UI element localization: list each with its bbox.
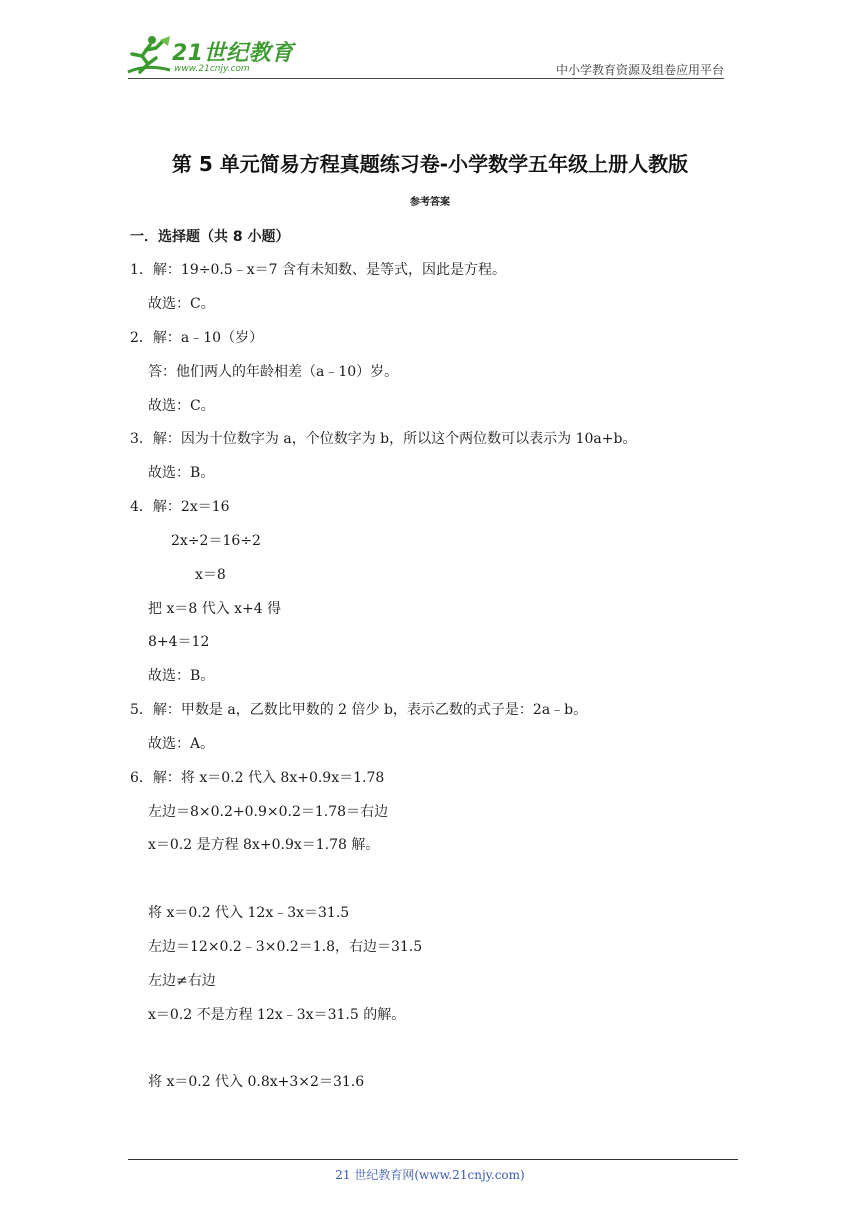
answer-line: 3．解：因为十位数字为 a，个位数字为 b，所以这个两位数可以表示为 10a+b。 <box>130 431 637 447</box>
answer-line: 故选：A。 <box>148 736 215 752</box>
answer-line: 2．解：a﹣10（岁） <box>130 330 264 346</box>
answer-line: 左边≠右边 <box>148 973 216 989</box>
logo <box>126 34 296 80</box>
answer-line: 6．解：将 x＝0.2 代入 8x+0.9x＝1.78 <box>130 770 385 786</box>
answer-line: 将 x＝0.2 代入 0.8x+3×2＝31.6 <box>148 1074 365 1090</box>
section-heading: 一．选择题（共 8 小题） <box>130 229 290 245</box>
page-header <box>0 0 860 90</box>
answer-line: 左边＝8×0.2+0.9×0.2＝1.78＝右边 <box>148 804 389 820</box>
footer-divider <box>128 1159 738 1160</box>
runner-logo-icon <box>126 34 172 78</box>
footer-link[interactable]: 21 世纪教育网(www.21cnjy.com) <box>335 1168 525 1182</box>
answer-line: 故选：B。 <box>148 465 215 481</box>
answer-line: 2x÷2＝16÷2 <box>171 533 261 549</box>
answer-line: 5．解：甲数是 a，乙数比甲数的 2 倍少 b，表示乙数的式子是：2a﹣b。 <box>130 702 588 718</box>
answer-subtitle: 参考答案 <box>410 197 450 208</box>
answer-line: 将 x＝0.2 代入 12x﹣3x＝31.5 <box>148 905 350 921</box>
answer-line: 4．解：2x＝16 <box>130 499 230 515</box>
answer-line: x＝0.2 不是方程 12x﹣3x＝31.5 的解。 <box>148 1007 406 1023</box>
logo-text: 21世纪教育 <box>172 41 294 66</box>
answer-line: 把 x＝8 代入 x+4 得 <box>148 601 282 617</box>
answer-line: 8+4＝12 <box>148 634 210 650</box>
answer-line: 故选：C。 <box>148 296 215 312</box>
answer-line: 1．解：19÷0.5﹣x＝7 含有未知数、是等式，因此是方程。 <box>130 262 506 278</box>
page-title: 第 5 单元简易方程真题练习卷-小学数学五年级上册人教版 <box>171 152 689 176</box>
answer-line: x＝0.2 是方程 8x+0.9x＝1.78 解。 <box>148 837 380 853</box>
header-divider <box>128 78 724 79</box>
answer-line: 故选：C。 <box>148 398 215 414</box>
answer-line: 左边＝12×0.2﹣3×0.2＝1.8，右边＝31.5 <box>148 939 423 955</box>
answer-line: 故选：B。 <box>148 668 215 684</box>
answer-line: x＝8 <box>195 567 226 583</box>
header-platform-text: 中小学教育资源及组卷应用平台 <box>555 63 724 77</box>
logo-url: www.21cnjy.com <box>174 64 250 74</box>
answer-line: 答：他们两人的年龄相差（a﹣10）岁。 <box>148 364 399 380</box>
